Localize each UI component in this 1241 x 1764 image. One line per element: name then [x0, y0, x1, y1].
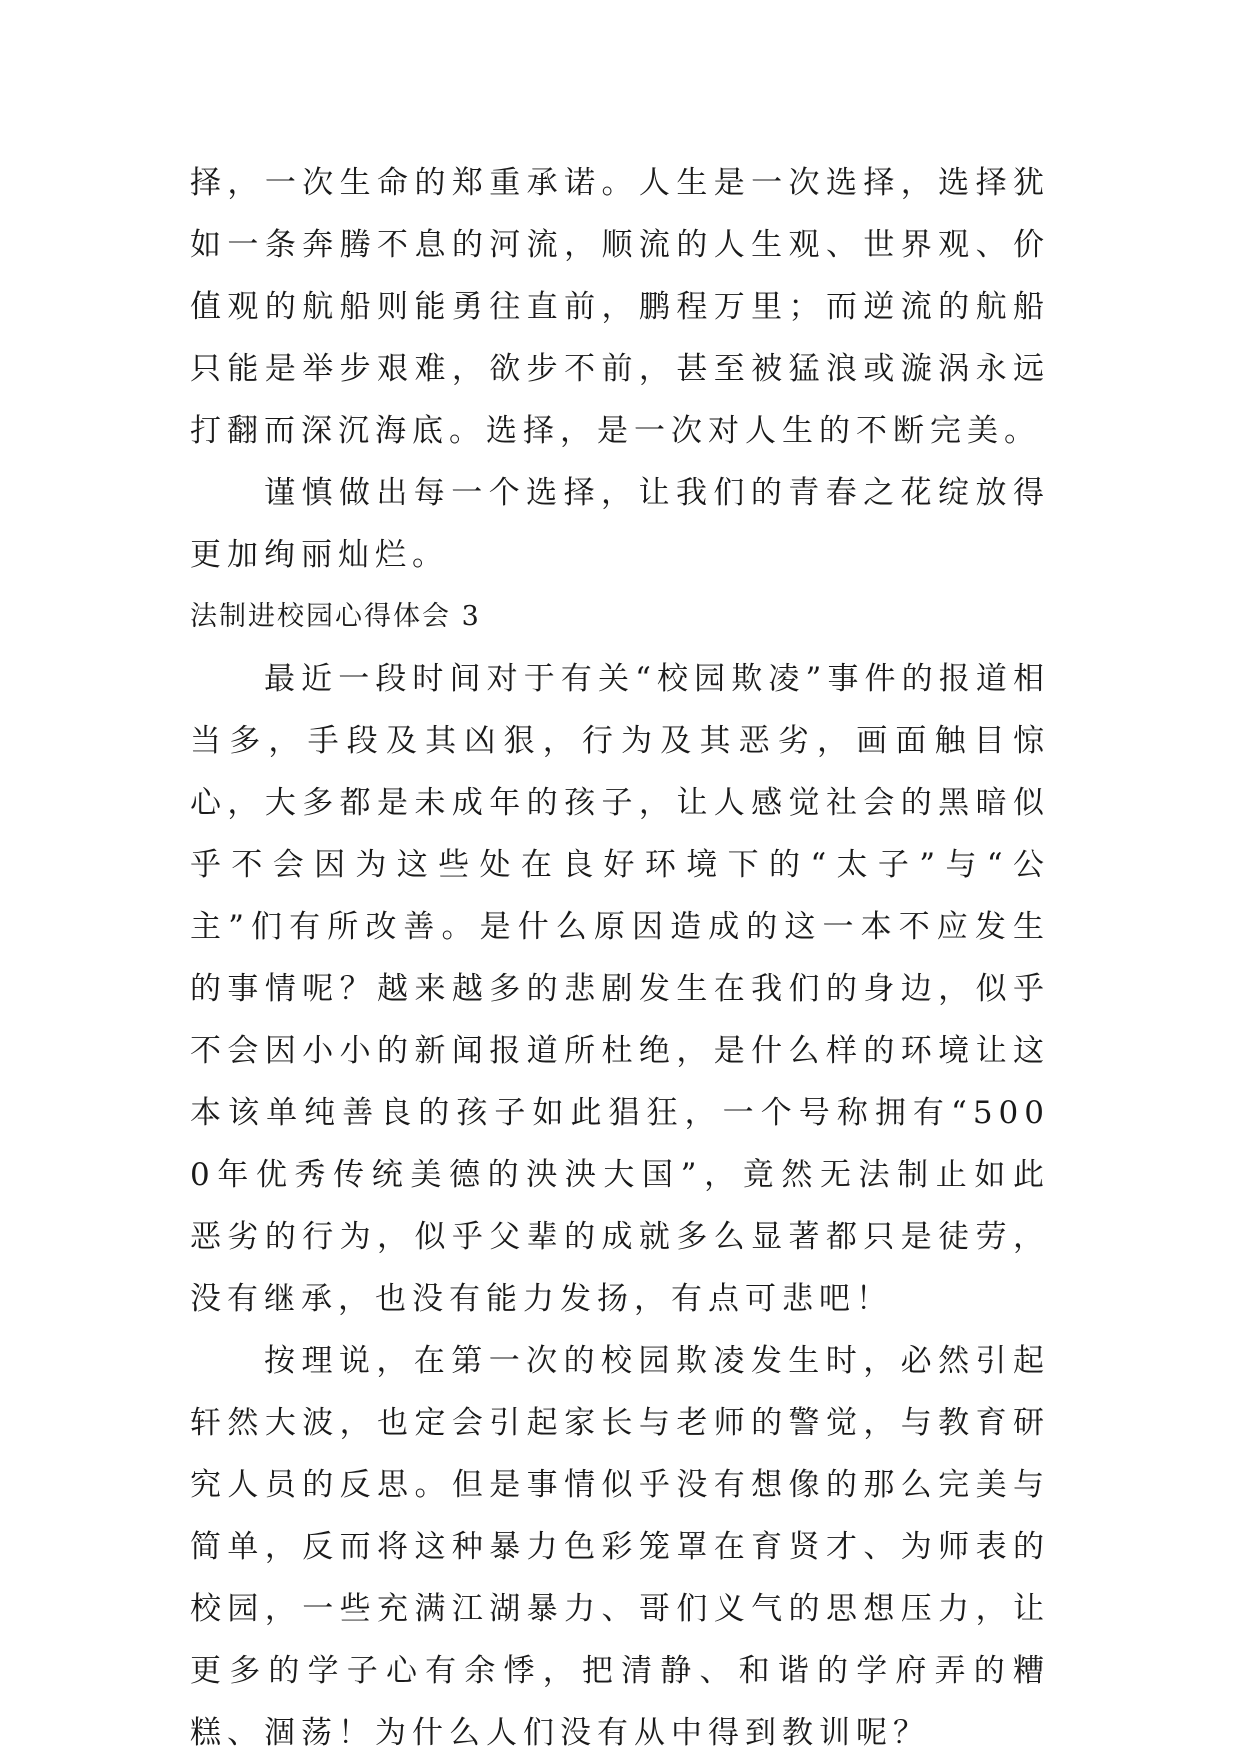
paragraph-reflection: 按理说，在第一次的校园欺凌发生时，必然引起轩然大波，也定会引起家长与老师的警觉，与教育研究人员的反思。但是事情似乎没有想像的那么完美与简单，反而将这种暴力色彩笼罩在育贤才、为师表的校园，一些充满江湖暴力、哥们义气的思想压力，让更多的学子心有余悸，把清静、和谐的学府弄的糟糕、涸荡！为什么人们没有从中得到教训呢？: [190, 1343, 1050, 1751]
paragraph-bullying-reports: 最近一段时间对于有关“校园欺凌”事件的报道相当多，手段及其凶狠，行为及其恶劣，画面触目惊心，大多都是未成年的孩子，让人感觉社会的黑暗似乎不会因为这些处在良好环境下的“太子”与“公主”们有所改善。是什么原因造成的这一本不应发生的事情呢？越来越多的悲剧发生在我们的身边，似乎不会因小小的新闻报道所杜绝，是什么样的环境让这本该单纯善良的孩子如此猖狂，一个号称拥有“5000年优秀传统美德的泱泱大国”，竟然无法制止如此恶劣的行为，似乎父辈的成就多么显著都只是徒劳，没有继承，也没有能力发扬，有点可悲吧！: [190, 661, 1050, 1317]
section-heading: 法制进校园心得体会 3: [190, 601, 481, 632]
paragraph-closing: 谨慎做出每一个选择，让我们的青春之花绽放得更加绚丽灿烂。: [190, 475, 1050, 573]
paragraph-choice-conclusion: 择，一次生命的郑重承诺。人生是一次选择，选择犹如一条奔腾不息的河流，顺流的人生观、世界观、价值观的航船则能勇往直前，鹏程万里；而逆流的航船只能是举步艰难，欲步不前，甚至被猛浪或漩涡永远打翻而深沉海底。选择，是一次对人生的不断完美。: [190, 165, 1050, 449]
document-body: [190, 152, 1050, 1764]
